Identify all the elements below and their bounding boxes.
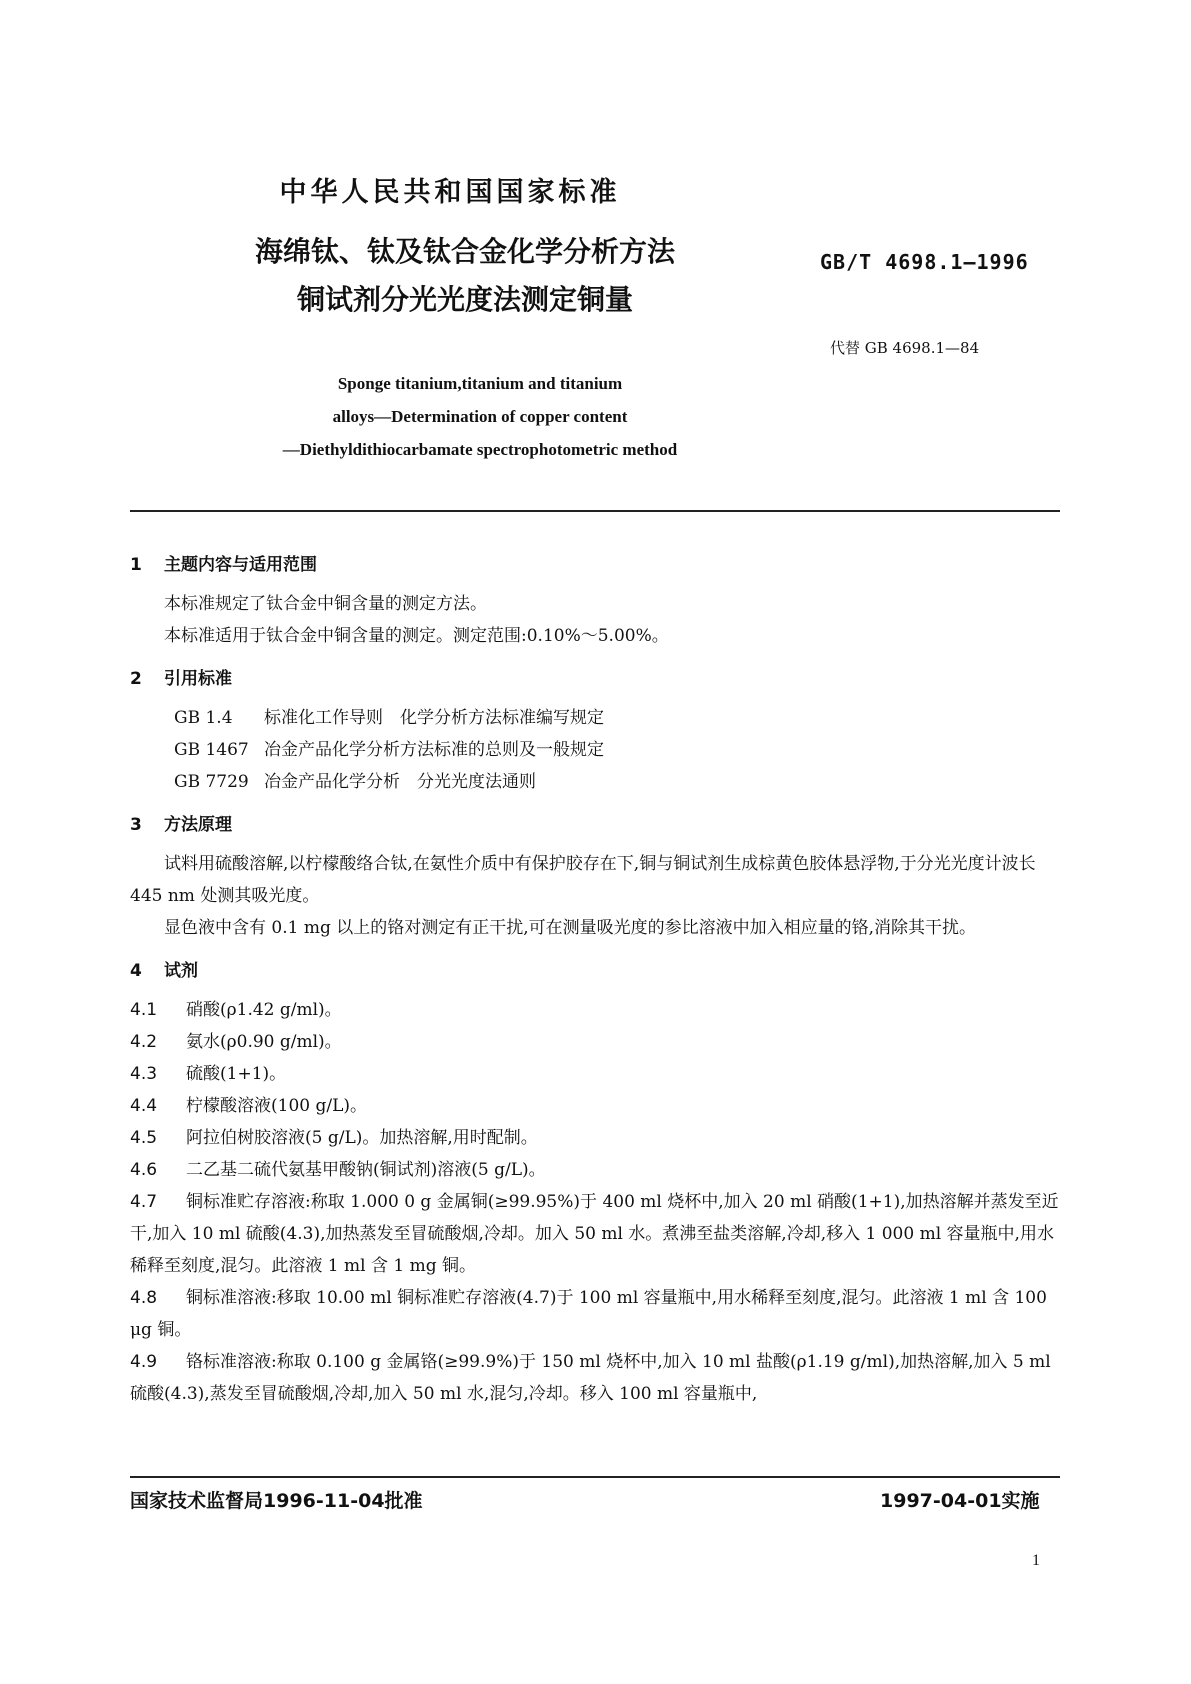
section-number: 1 — [130, 555, 142, 575]
header-divider — [130, 510, 1060, 512]
clause-text: 阿拉伯树胶溶液(5 g/L)。加热溶解,用时配制。 — [186, 1128, 538, 1148]
clause-text: 硫酸(1+1)。 — [186, 1064, 287, 1084]
reference-code: GB 1.4 — [174, 708, 233, 728]
clause-number: 4.5 — [130, 1128, 158, 1148]
section-number: 2 — [130, 669, 142, 689]
reagent-item — [130, 1026, 1060, 1058]
document-title-chinese — [230, 228, 700, 324]
title-en-line-1: Sponge titanium,titanium and titanium — [337, 374, 623, 393]
section-heading — [130, 662, 1060, 696]
clause-text: 硝酸(ρ1.42 g/ml)。 — [186, 1000, 342, 1020]
section-title: 方法原理 — [164, 815, 232, 835]
reagent-item — [130, 1154, 1060, 1186]
paragraph: 本标准规定了钛合金中铜含量的测定方法。 — [164, 594, 487, 614]
clause-number: 4.9 — [130, 1352, 158, 1372]
clause-number: 4.7 — [130, 1192, 158, 1212]
reagent-item — [130, 1058, 1060, 1090]
reagent-item — [130, 1346, 1060, 1410]
clause-text: 二乙基二硫代氨基甲酸钠(铜试剂)溶液(5 g/L)。 — [186, 1160, 546, 1180]
reference-code: GB 1467 — [174, 740, 249, 760]
section-4 — [130, 954, 1060, 1410]
section-heading — [130, 548, 1060, 582]
clause-text: 铬标准溶液:称取 0.100 g 金属铬(≥99.9%)于 150 ml 烧杯中,加入 10 ml 盐酸(ρ1.19 g/ml),加热溶解,加入 5 ml 硫酸(4.3),蒸发至冒硫酸烟,冷却,加入 50 ml 水,混匀,冷却。移入 100 ml 容量瓶中, — [130, 1352, 1051, 1404]
footer-divider — [130, 1476, 1060, 1478]
effective-date: 1997-04-01实施 — [880, 1490, 1040, 1512]
reference-item — [174, 734, 1060, 766]
approval-date: 国家技术监督局1996-11-04批准 — [130, 1490, 423, 1512]
section-number: 3 — [130, 815, 142, 835]
normative-references-list — [130, 702, 1060, 798]
title-en-line-2: alloys—Determination of copper content — [332, 407, 628, 426]
standard-number: GB/T 4698.1—1996 — [820, 250, 1029, 274]
reagent-list — [130, 994, 1060, 1410]
reference-title: 标准化工作导则 化学分析方法标准编写规定 — [264, 708, 604, 728]
clause-number: 4.8 — [130, 1288, 158, 1308]
reference-item — [174, 702, 1060, 734]
clause-text: 氨水(ρ0.90 g/ml)。 — [186, 1032, 342, 1052]
section-1 — [130, 548, 1060, 652]
reference-code: GB 7729 — [174, 772, 249, 792]
title-zh-line-1: 海绵钛、钛及钛合金化学分析方法 — [254, 235, 675, 268]
paragraph: 本标准适用于钛合金中铜含量的测定。测定范围:0.10%～5.00%。 — [164, 626, 669, 646]
national-standard-title: 中华人民共和国国家标准 — [279, 177, 621, 208]
document-title-english — [230, 367, 730, 466]
clause-text: 铜标准溶液:移取 10.00 ml 铜标准贮存溶液(4.7)于 100 ml 容量瓶中,用水稀释至刻度,混匀。此溶液 1 ml 含 100 μg 铜。 — [130, 1288, 1047, 1340]
clause-number: 4.2 — [130, 1032, 158, 1052]
page-number: 1 — [1032, 1552, 1040, 1569]
clause-number: 4.1 — [130, 1000, 158, 1020]
clause-text: 柠檬酸溶液(100 g/L)。 — [186, 1096, 368, 1116]
clause-number: 4.6 — [130, 1160, 158, 1180]
paragraph: 显色液中含有 0.1 mg 以上的铬对测定有正干扰,可在测量吸光度的参比溶液中加入相应量的铬,消除其干扰。 — [164, 918, 977, 938]
reagent-item — [130, 994, 1060, 1026]
reagent-item — [130, 1186, 1060, 1282]
clause-number: 4.4 — [130, 1096, 158, 1116]
reagent-item — [130, 1090, 1060, 1122]
section-title: 主题内容与适用范围 — [164, 555, 317, 575]
replaces-note: 代替 GB 4698.1—84 — [830, 339, 980, 357]
section-2 — [130, 662, 1060, 798]
paragraph: 试料用硫酸溶解,以柠檬酸络合钛,在氨性介质中有保护胶存在下,铜与铜试剂生成棕黄色胶体悬浮物,于分光光度计波长 445 nm 处测其吸光度。 — [130, 854, 1036, 906]
reference-title: 冶金产品化学分析方法标准的总则及一般规定 — [264, 740, 604, 760]
section-heading — [130, 808, 1060, 842]
section-title: 引用标准 — [164, 669, 232, 689]
section-title: 试剂 — [164, 961, 198, 981]
section-heading — [130, 954, 1060, 988]
reference-item — [174, 766, 1060, 798]
clause-text: 铜标准贮存溶液:称取 1.000 0 g 金属铜(≥99.95%)于 400 ml 烧杯中,加入 20 ml 硝酸(1+1),加热溶解并蒸发至近干,加入 10 ml 硫酸(4.3),加热蒸发至冒硫酸烟,冷却。加入 50 ml 水。煮沸至盐类溶解,冷却,移入 1 000 ml 容量瓶中,用水稀释至刻度,混匀。此溶液 1 ml 含 1 mg 铜。 — [130, 1192, 1059, 1276]
section-3 — [130, 808, 1060, 944]
document-body — [130, 548, 1060, 1410]
reagent-item — [130, 1122, 1060, 1154]
clause-number: 4.3 — [130, 1064, 158, 1084]
title-zh-line-2: 铜试剂分光光度法测定铜量 — [296, 283, 633, 316]
section-number: 4 — [130, 961, 142, 981]
reference-title: 冶金产品化学分析 分光光度法通则 — [264, 772, 536, 792]
title-en-line-3: —Diethyldithiocarbamate spectrophotometric method — [282, 440, 678, 459]
reagent-item — [130, 1282, 1060, 1346]
